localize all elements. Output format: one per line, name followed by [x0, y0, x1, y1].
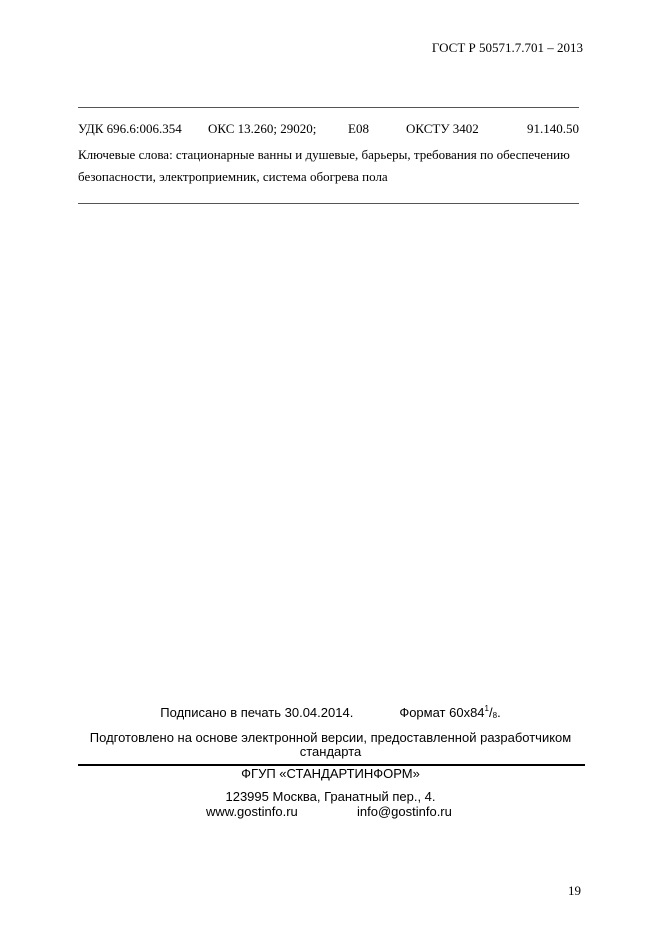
bottom-divider — [78, 203, 579, 204]
website-link[interactable]: www.gostinfo.ru — [206, 804, 298, 819]
document-number-header: ГОСТ Р 50571.7.701 – 2013 — [431, 40, 583, 55]
oks-code: ОКС 13.260; 29020; — [208, 121, 317, 136]
udk-code: УДК 696.6:006.354 — [78, 121, 182, 136]
paper-format: Формат $60x84^1/_8$. — [399, 704, 501, 720]
email-link[interactable]: info@gostinfo.ru — [357, 804, 452, 819]
top-divider — [78, 107, 579, 108]
okp-code: 91.140.50 — [527, 121, 579, 136]
page-number: 19 — [568, 883, 581, 898]
keywords-paragraph: Ключевые слова: стационарные ванны и душевые, барьеры, требования по обеспечению безопасности, электроприемник, система обогрева пола — [78, 147, 570, 184]
e-code: Е08 — [348, 121, 369, 136]
publisher-name: ФГУП «СТАНДАРТИНФОРМ» — [241, 766, 420, 781]
imprint-signed-line — [0, 704, 661, 720]
signed-date: Подписано в печать 30.04.2014. — [160, 705, 354, 720]
prepared-note: Подготовлено на основе электронной версии, предоставленной разработчиком стандарта — [89, 730, 572, 759]
publisher-address: 123995 Москва, Гранатный пер., 4. — [225, 789, 436, 804]
classification-row — [78, 121, 579, 137]
okstu-code: ОКСТУ 3402 — [406, 121, 479, 136]
